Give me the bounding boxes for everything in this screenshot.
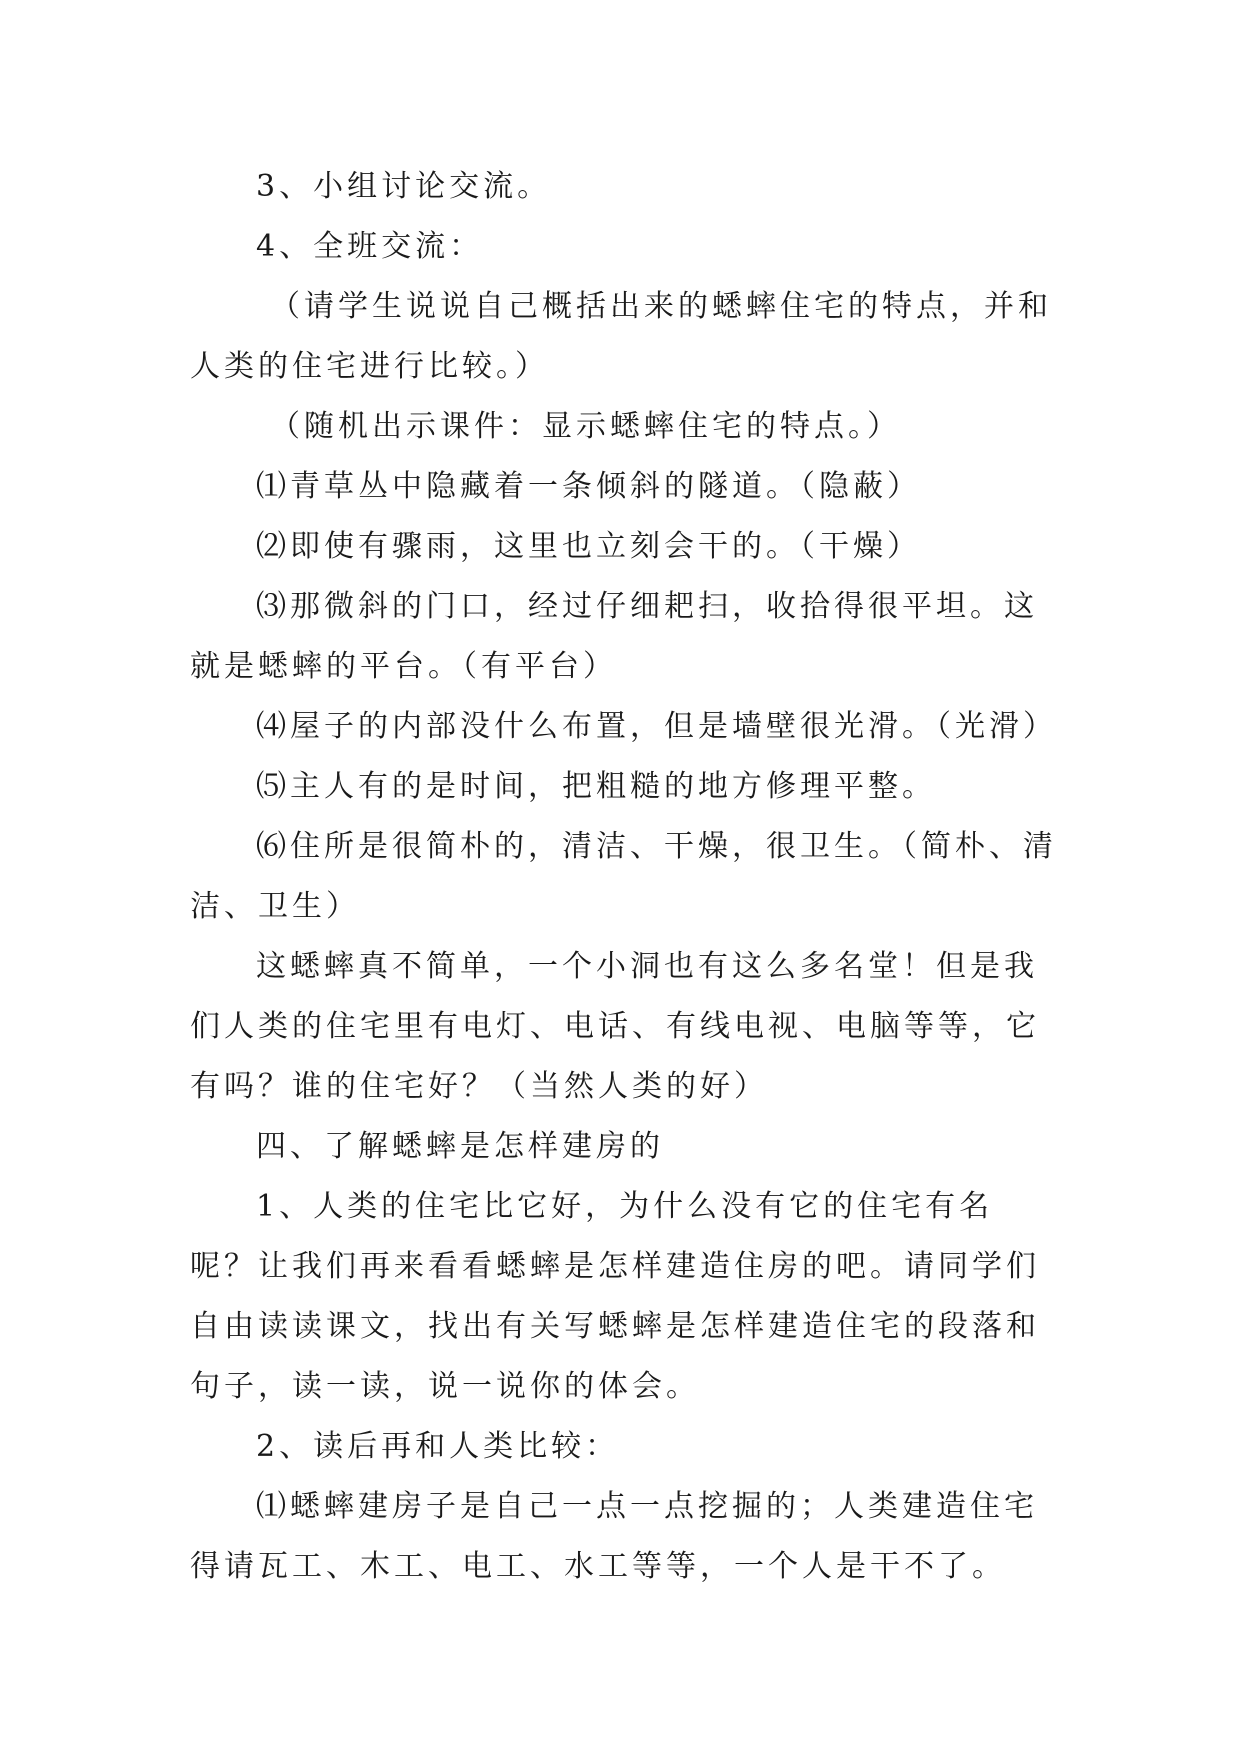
paragraph-courseware-note: （随机出示课件：显示蟋蟀住宅的特点。） (270, 409, 901, 444)
paragraph-compare-item-1: ⑴蟋蟀建房子是自己一点一点挖掘的；人类建造住宅得请瓦工、木工、电工、水工等等，一个人是干不了。 (190, 1489, 1038, 1584)
section-heading-4: 四、了解蟋蟀是怎样建房的 (256, 1129, 664, 1164)
paragraph-step-1: 1、人类的住宅比它好，为什么没有它的住宅有名呢？让我们再来看看蟋蟀是怎样建造住房的吧。请同学们自由读读课文，找出有关写蟋蟀是怎样建造住宅的段落和句子，读一读，说一说你的体会。 (190, 1189, 1040, 1404)
paragraph-item-2: ⑵即使有骤雨，这里也立刻会干的。（干燥） (256, 529, 921, 564)
paragraph-item-6: ⑹住所是很简朴的，清洁、干燥，很卫生。（简朴、清洁、卫生） (190, 829, 1057, 924)
paragraph-item-4: ⑷屋子的内部没什么布置，但是墙壁很光滑。（光滑） (256, 709, 1057, 744)
paragraph-item-3: ⑶那微斜的门口，经过仔细耙扫，收拾得很平坦。这就是蟋蟀的平台。（有平台） (190, 589, 1038, 684)
paragraph-group-discussion: 3、小组讨论交流。 (256, 169, 552, 204)
paragraph-item-1: ⑴青草丛中隐藏着一条倾斜的隧道。（隐蔽） (256, 469, 921, 504)
paragraph-class-exchange: 4、全班交流： (256, 229, 484, 264)
paragraph-student-instruction: （请学生说说自己概括出来的蟋蟀住宅的特点，并和人类的住宅进行比较。） (190, 289, 1052, 384)
paragraph-comparison: 这蟋蟀真不简单，一个小洞也有这么多名堂！但是我们人类的住宅里有电灯、电话、有线电视、电脑等等，它有吗？谁的住宅好？（当然人类的好） (190, 949, 1040, 1104)
paragraph-step-2: 2、读后再和人类比较： (256, 1429, 620, 1464)
paragraph-item-5: ⑸主人有的是时间，把粗糙的地方修理平整。 (256, 769, 936, 804)
document-body (190, 157, 1060, 1597)
